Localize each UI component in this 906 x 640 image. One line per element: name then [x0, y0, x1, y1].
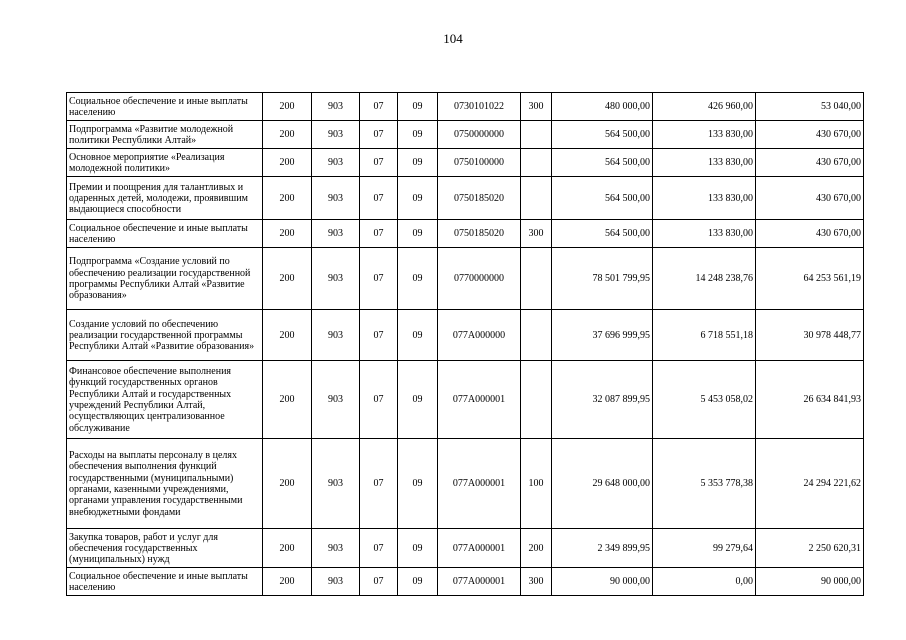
cell-target-article: 0730101022: [438, 93, 521, 121]
cell-name: Социальное обеспечение и иные выплаты населению: [67, 93, 263, 121]
cell-section-code: 07: [360, 310, 398, 361]
cell-admin-code: 200: [263, 93, 312, 121]
table-row: [67, 361, 864, 439]
cell-ministry-code: 903: [312, 529, 360, 568]
cell-target-article: 0750100000: [438, 149, 521, 177]
cell-ministry-code: 903: [312, 121, 360, 149]
cell-amount-executed: 0,00: [653, 568, 756, 596]
cell-target-article: 0750000000: [438, 121, 521, 149]
cell-admin-code: 200: [263, 121, 312, 149]
cell-section-code: 07: [360, 361, 398, 439]
cell-section-code: 07: [360, 529, 398, 568]
cell-section-code: 07: [360, 177, 398, 220]
cell-amount-remaining: 53 040,00: [756, 93, 864, 121]
cell-expense-type: [521, 121, 552, 149]
cell-amount-plan: 564 500,00: [552, 177, 653, 220]
cell-expense-type: 300: [521, 568, 552, 596]
cell-amount-executed: 5 453 058,02: [653, 361, 756, 439]
cell-target-article: 077А000001: [438, 529, 521, 568]
cell-subsection-code: 09: [398, 121, 438, 149]
cell-amount-plan: 37 696 999,95: [552, 310, 653, 361]
cell-admin-code: 200: [263, 220, 312, 248]
cell-admin-code: 200: [263, 149, 312, 177]
cell-amount-executed: 14 248 238,76: [653, 248, 756, 310]
cell-amount-executed: 133 830,00: [653, 220, 756, 248]
cell-section-code: 07: [360, 220, 398, 248]
cell-admin-code: 200: [263, 568, 312, 596]
cell-subsection-code: 09: [398, 177, 438, 220]
cell-amount-remaining: 24 294 221,62: [756, 439, 864, 529]
cell-section-code: 07: [360, 439, 398, 529]
cell-amount-executed: 5 353 778,38: [653, 439, 756, 529]
table-row: [67, 121, 864, 149]
cell-expense-type: [521, 177, 552, 220]
cell-amount-executed: 426 960,00: [653, 93, 756, 121]
cell-expense-type: 300: [521, 93, 552, 121]
cell-amount-remaining: 430 670,00: [756, 220, 864, 248]
cell-amount-remaining: 30 978 448,77: [756, 310, 864, 361]
table-row: [67, 248, 864, 310]
cell-name: Социальное обеспечение и иные выплаты населению: [67, 568, 263, 596]
cell-amount-remaining: 430 670,00: [756, 121, 864, 149]
cell-admin-code: 200: [263, 177, 312, 220]
cell-admin-code: 200: [263, 248, 312, 310]
cell-section-code: 07: [360, 149, 398, 177]
table-row: [67, 220, 864, 248]
cell-amount-plan: 78 501 799,95: [552, 248, 653, 310]
cell-name: Премии и поощрения для талантливых и одаренных детей, молодежи, проявившим выдающиеся способности: [67, 177, 263, 220]
cell-amount-executed: 99 279,64: [653, 529, 756, 568]
cell-amount-remaining: 430 670,00: [756, 177, 864, 220]
table-row: [67, 439, 864, 529]
cell-expense-type: [521, 149, 552, 177]
cell-ministry-code: 903: [312, 310, 360, 361]
table-row: [67, 93, 864, 121]
cell-section-code: 07: [360, 248, 398, 310]
table-row: [67, 529, 864, 568]
cell-subsection-code: 09: [398, 149, 438, 177]
cell-ministry-code: 903: [312, 220, 360, 248]
cell-subsection-code: 09: [398, 361, 438, 439]
cell-target-article: 0750185020: [438, 177, 521, 220]
cell-amount-plan: 32 087 899,95: [552, 361, 653, 439]
cell-target-article: 077А000001: [438, 568, 521, 596]
cell-amount-plan: 2 349 899,95: [552, 529, 653, 568]
cell-admin-code: 200: [263, 439, 312, 529]
cell-section-code: 07: [360, 93, 398, 121]
cell-target-article: 077А000001: [438, 439, 521, 529]
table-row: [67, 149, 864, 177]
table-row: [67, 177, 864, 220]
cell-expense-type: 200: [521, 529, 552, 568]
cell-name: Расходы на выплаты персоналу в целях обеспечения выполнения функций государственными (муниципальными) органами, казенными учреждениями, органами управления государственными внебюджетными фондами: [67, 439, 263, 529]
cell-expense-type: [521, 248, 552, 310]
cell-subsection-code: 09: [398, 529, 438, 568]
cell-section-code: 07: [360, 121, 398, 149]
cell-ministry-code: 903: [312, 568, 360, 596]
cell-subsection-code: 09: [398, 568, 438, 596]
cell-section-code: 07: [360, 568, 398, 596]
cell-amount-remaining: 26 634 841,93: [756, 361, 864, 439]
cell-admin-code: 200: [263, 529, 312, 568]
cell-amount-executed: 133 830,00: [653, 149, 756, 177]
cell-ministry-code: 903: [312, 177, 360, 220]
cell-amount-plan: 90 000,00: [552, 568, 653, 596]
cell-admin-code: 200: [263, 310, 312, 361]
cell-amount-remaining: 2 250 620,31: [756, 529, 864, 568]
cell-amount-plan: 29 648 000,00: [552, 439, 653, 529]
table-row: [67, 310, 864, 361]
page-number: 104: [443, 31, 463, 46]
cell-admin-code: 200: [263, 361, 312, 439]
cell-amount-plan: 564 500,00: [552, 220, 653, 248]
cell-ministry-code: 903: [312, 361, 360, 439]
cell-amount-remaining: 64 253 561,19: [756, 248, 864, 310]
cell-name: Основное мероприятие «Реализация молодежной политики»: [67, 149, 263, 177]
cell-ministry-code: 903: [312, 93, 360, 121]
cell-expense-type: [521, 310, 552, 361]
cell-name: Создание условий по обеспечению реализации государственной программы Республики Алтай «Развитие образования»: [67, 310, 263, 361]
cell-name: Подпрограмма «Создание условий по обеспечению реализации государственной программы Республики Алтай «Развитие образования»: [67, 248, 263, 310]
cell-name: Подпрограмма «Развитие молодежной политики Республики Алтай»: [67, 121, 263, 149]
cell-name: Финансовое обеспечение выполнения функций государственных органов Республики Алтай и государственных учреждений Республики Алтай, осуществляющих централизованное обслуживание: [67, 361, 263, 439]
cell-subsection-code: 09: [398, 310, 438, 361]
cell-target-article: 077А000001: [438, 361, 521, 439]
cell-target-article: 0770000000: [438, 248, 521, 310]
cell-amount-executed: 133 830,00: [653, 177, 756, 220]
cell-ministry-code: 903: [312, 149, 360, 177]
cell-subsection-code: 09: [398, 439, 438, 529]
cell-ministry-code: 903: [312, 439, 360, 529]
cell-amount-executed: 6 718 551,18: [653, 310, 756, 361]
budget-table: [66, 92, 864, 596]
cell-name: Закупка товаров, работ и услуг для обеспечения государственных (муниципальных) нужд: [67, 529, 263, 568]
cell-target-article: 0750185020: [438, 220, 521, 248]
cell-amount-plan: 480 000,00: [552, 93, 653, 121]
cell-subsection-code: 09: [398, 220, 438, 248]
cell-expense-type: 300: [521, 220, 552, 248]
cell-amount-remaining: 430 670,00: [756, 149, 864, 177]
table-row: [67, 568, 864, 596]
cell-name: Социальное обеспечение и иные выплаты населению: [67, 220, 263, 248]
cell-amount-remaining: 90 000,00: [756, 568, 864, 596]
cell-subsection-code: 09: [398, 93, 438, 121]
cell-ministry-code: 903: [312, 248, 360, 310]
cell-expense-type: 100: [521, 439, 552, 529]
cell-target-article: 077А000000: [438, 310, 521, 361]
cell-subsection-code: 09: [398, 248, 438, 310]
cell-expense-type: [521, 361, 552, 439]
cell-amount-executed: 133 830,00: [653, 121, 756, 149]
cell-amount-plan: 564 500,00: [552, 121, 653, 149]
cell-amount-plan: 564 500,00: [552, 149, 653, 177]
